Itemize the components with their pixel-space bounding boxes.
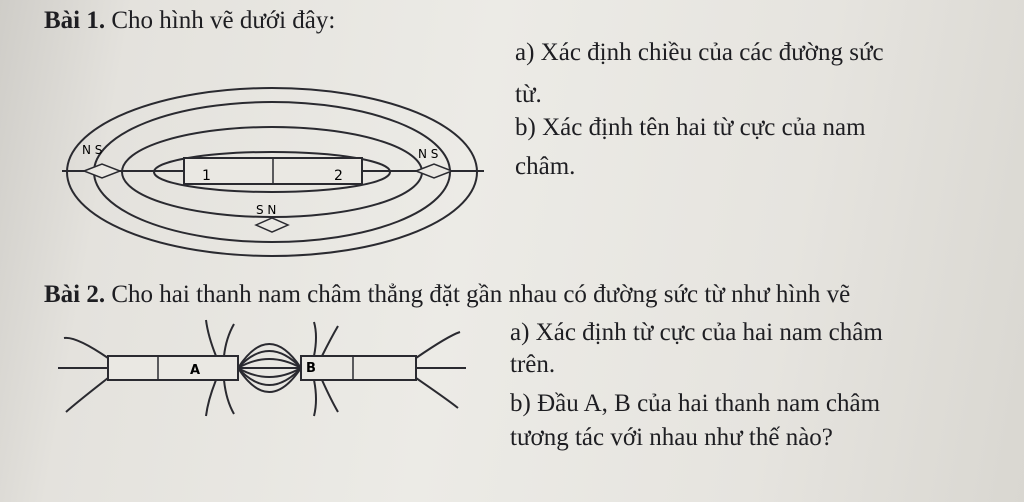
field-line <box>416 332 460 358</box>
exercise-1-question-a-line1: a) Xác định chiều của các đường sức <box>515 39 884 66</box>
exercise-2-question-a-line1: a) Xác định từ cực của hai nam châm <box>510 319 883 346</box>
field-line <box>314 322 316 356</box>
magnet-a <box>108 356 238 380</box>
compass-needle-right <box>416 147 452 178</box>
compass-needle-left <box>82 143 120 178</box>
exercise-2-figure <box>56 318 496 418</box>
compass-bottom-label: S N <box>256 203 277 217</box>
exercise-2-question-b-line1: b) Đầu A, B của hai thanh nam châm <box>510 390 881 417</box>
exercise-2-intro: Cho hai thanh nam châm thẳng đặt gần nhau có đường sức từ như hình vẽ <box>111 281 851 308</box>
exercise-1-label: Bài 1. <box>44 7 106 34</box>
field-line <box>64 338 108 358</box>
exercise-1-intro: Cho hình vẽ dưới đây: <box>111 7 336 34</box>
magnet-b <box>301 356 416 380</box>
field-line <box>66 378 108 412</box>
exercise-2-question-a-line2: trên. <box>510 351 556 378</box>
field-line <box>224 380 234 414</box>
field-line <box>206 320 216 356</box>
field-line <box>206 380 216 416</box>
magnet-b-label: B <box>306 361 316 376</box>
exercise-2-question-b-line2: tương tác với nhau như thế nào? <box>510 424 833 451</box>
field-line <box>416 378 458 408</box>
field-line <box>322 326 338 356</box>
field-line <box>224 324 234 356</box>
field-line <box>314 380 316 416</box>
exercise-2-label: Bài 2. <box>44 281 106 308</box>
exercise-1-question-b-line1: b) Xác định tên hai từ cực của nam <box>515 114 866 141</box>
exercise-1-figure <box>44 80 514 280</box>
magnet-end-label-1: 1 <box>202 168 211 184</box>
magnet-end-label-2: 2 <box>334 168 343 184</box>
exercise-1-question-b-line2: châm. <box>515 153 576 180</box>
field-line <box>322 380 338 412</box>
compass-left-label: N S <box>82 143 103 157</box>
exercise-1-question-a-line2: từ. <box>515 81 542 108</box>
compass-right-label: N S <box>418 147 439 161</box>
magnet-a-label: A <box>190 363 201 378</box>
exercise-1-heading <box>44 6 335 36</box>
exercise-2-heading <box>44 280 850 310</box>
